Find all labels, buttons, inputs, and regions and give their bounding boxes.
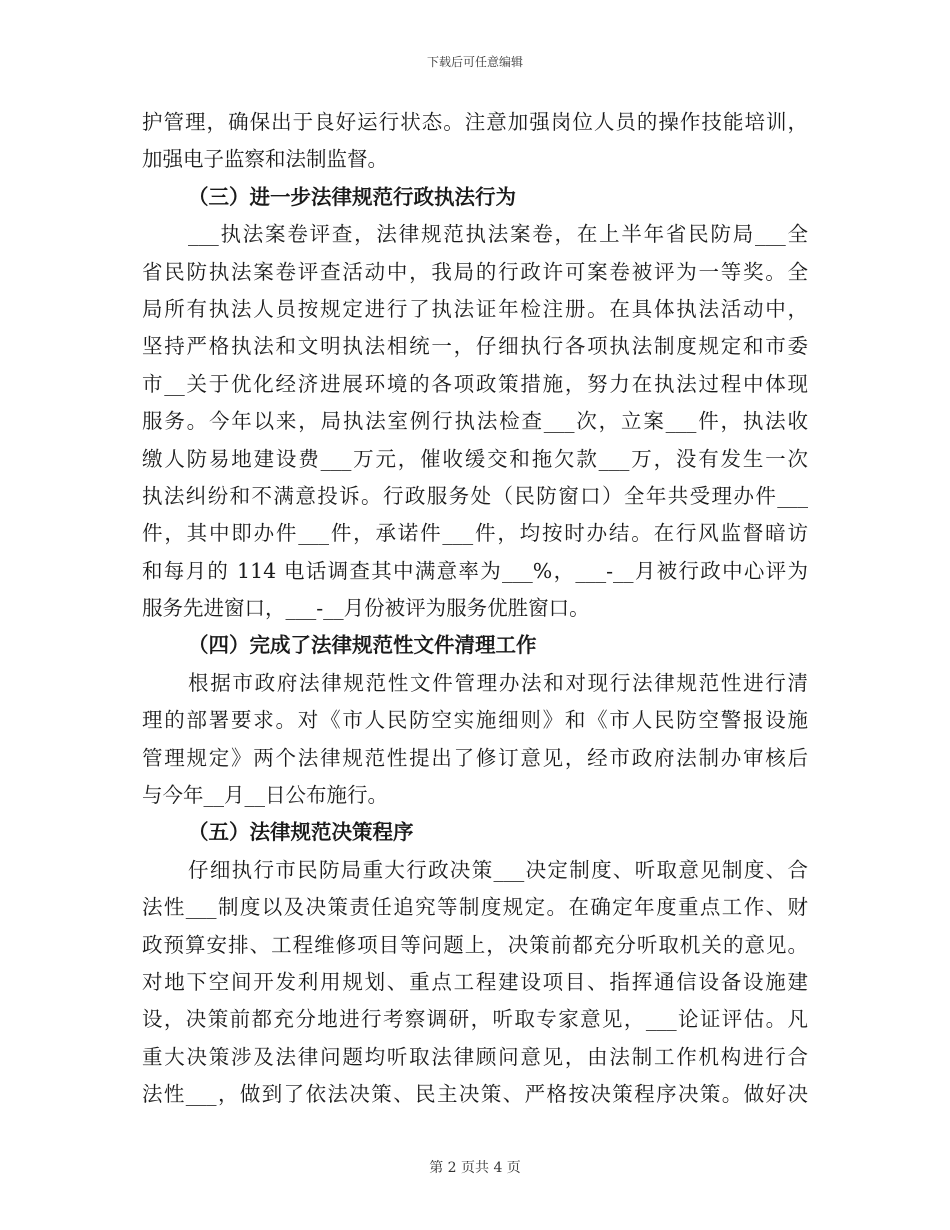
- paragraph-line: 理的部署要求。对《市人民防空实施细则》和《市人民防空警报设施: [142, 708, 808, 733]
- paragraph-line: 法性___制度以及决策责任追究等制度规定。在确定年度重点工作、财: [142, 895, 808, 920]
- paragraph-line: 法性___，做到了依法决策、民主决策、严格按决策程序决策。做好决: [142, 1082, 808, 1107]
- paragraph-line: 政预算安排、工程维修项目等问题上，决策前都充分听取机关的意见。: [142, 932, 808, 957]
- paragraph-line: 坚持严格执法和文明执法相统一，仔细执行各项执法制度规定和市委: [142, 334, 808, 359]
- paragraph-line: 局所有执法人员按规定进行了执法证年检注册。在具体执法活动中，: [142, 296, 808, 321]
- paragraph-line: 对地下空间开发利用规划、重点工程建设项目、指挥通信设备设施建: [142, 969, 808, 994]
- paragraph-line: 设，决策前都充分地进行考察调研，听取专家意见，___论证评估。凡: [142, 1007, 808, 1032]
- paragraph-line: ___执法案卷评查，法律规范执法案卷，在上半年省民防局___全: [188, 222, 808, 247]
- paragraph-line: 与今年__月__日公布施行。: [142, 783, 388, 808]
- paragraph-line: 和每月的 114 电话调查其中满意率为___%，___-__月被行政中心评为: [142, 558, 808, 583]
- document-body: [142, 104, 808, 1114]
- section-heading: （四）完成了法律规范性文件清理工作: [188, 633, 537, 658]
- paragraph-line: 管理规定》两个法律规范性提出了修订意见，经市政府法制办审核后: [142, 745, 808, 770]
- paragraph-line: 仔细执行市民防局重大行政决策___决定制度、听取意见制度、合: [188, 857, 808, 882]
- paragraph-line: 件，其中即办件___件，承诺件___件，均按时办结。在行风监督暗访: [142, 521, 808, 546]
- paragraph-line: 加强电子监察和法制监督。: [142, 147, 388, 172]
- section-heading: （五）法律规范决策程序: [188, 820, 414, 845]
- paragraph-line: 省民防执法案卷评查活动中，我局的行政许可案卷被评为一等奖。全: [142, 259, 808, 284]
- section-heading: （三）进一步法律规范行政执法行为: [188, 184, 516, 209]
- paragraph-line: 根据市政府法律规范性文件管理办法和对现行法律规范性进行清: [188, 670, 808, 695]
- paragraph-line: 服务。今年以来，局执法室例行执法检查___次，立案___件，执法收: [142, 409, 808, 434]
- paragraph-line: 护管理，确保出于良好运行状态。注意加强岗位人员的操作技能培训，: [142, 110, 808, 134]
- paragraph-line: 重大决策涉及法律问题均听取法律顾问意见，由法制工作机构进行合: [142, 1044, 808, 1069]
- paragraph-line: 执法纠纷和不满意投诉。行政服务处（民防窗口）全年共受理办件___: [142, 483, 808, 508]
- paragraph-line: 服务先进窗口，___-__月份被评为服务优胜窗口。: [142, 596, 590, 621]
- page-header: 下载后可任意编辑: [426, 55, 523, 69]
- paragraph-line: 市__关于优化经济进展环境的各项政策措施，努力在执法过程中体现: [142, 371, 808, 396]
- page-footer: 第 2 页共 4 页: [429, 1160, 521, 1176]
- paragraph-line: 缴人防易地建设费___万元，催收缓交和拖欠款___万，没有发生一次: [142, 446, 808, 471]
